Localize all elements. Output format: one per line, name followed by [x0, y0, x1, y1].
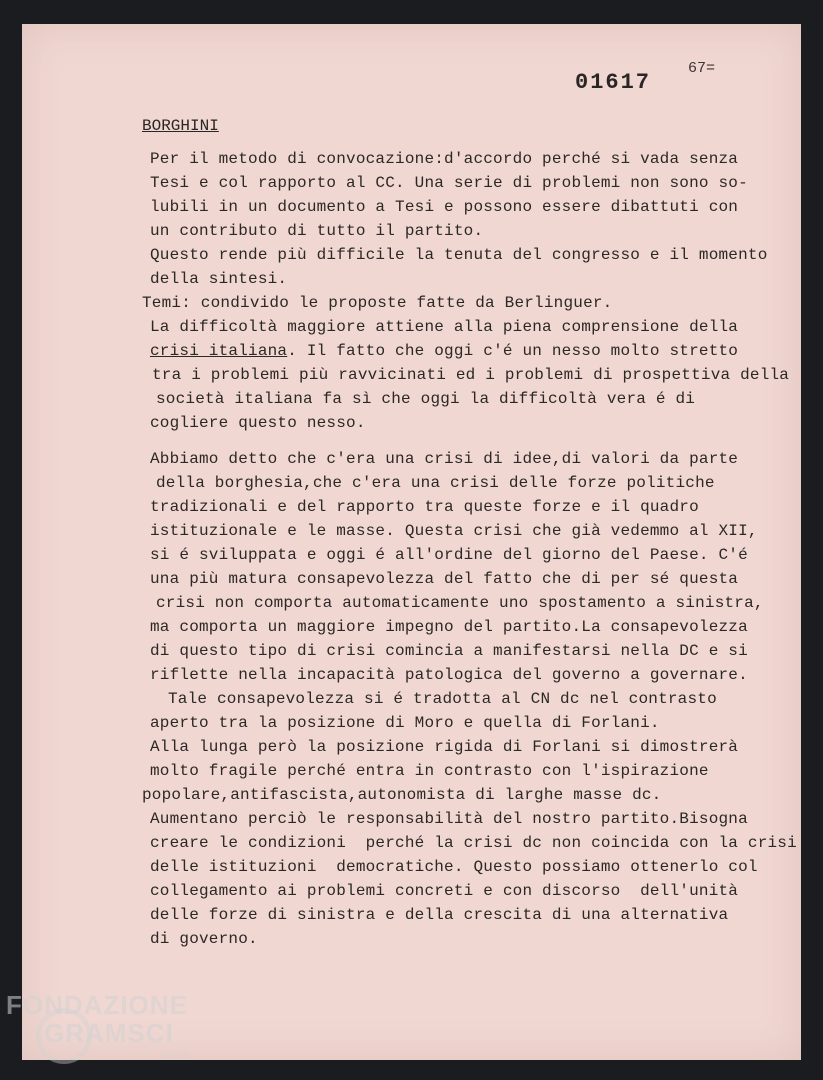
- document-number: 01617: [575, 70, 652, 95]
- text-line: delle forze di sinistra e della crescita di una alternativa: [150, 906, 729, 924]
- page-number: 67=: [688, 60, 716, 77]
- text-line: lubili in un documento a Tesi e possono essere dibattuti con: [150, 198, 739, 216]
- text-line: Abbiamo detto che c'era una crisi di idee,di valori da parte: [150, 450, 739, 468]
- text-line: riflette nella incapacità patologica del governo a governare.: [150, 666, 748, 684]
- text-line: popolare,antifascista,autonomista di larghe masse dc.: [142, 786, 662, 804]
- text-line: di questo tipo di crisi comincia a manifestarsi nella DC e si: [150, 642, 748, 660]
- speaker-title: BORGHINI: [142, 117, 219, 135]
- text-line: Questo rende più difficile la tenuta del congresso e il momento: [150, 246, 768, 264]
- text-line: società italiana fa sì che oggi la difficoltà vera é di: [156, 390, 696, 408]
- text-line: Alla lunga però la posizione rigida di Forlani si dimostrerà: [150, 738, 739, 756]
- text-line: aperto tra la posizione di Moro e quella di Forlani.: [150, 714, 660, 732]
- text-line: Aumentano perciò le responsabilità del nostro partito.Bisogna: [150, 810, 748, 828]
- watermark-suffix: onlus: [164, 1050, 188, 1061]
- text-line: La difficoltà maggiore attiene alla piena comprensione della: [150, 318, 739, 336]
- text-line: Tale consapevolezza si é tradotta al CN dc nel contrasto: [168, 690, 717, 708]
- text-line: collegamento ai problemi concreti e con discorso dell'unità: [150, 882, 739, 900]
- text-line: una più matura consapevolezza del fatto che di per sé questa: [150, 570, 739, 588]
- text-line: delle istituzioni democratiche. Questo possiamo ottenerlo col: [150, 858, 758, 876]
- text-line: Per il metodo di convocazione:d'accordo perché si vada senza: [150, 150, 739, 168]
- text-line: tra i problemi più ravvicinati ed i problemi di prospettiva della: [152, 366, 790, 384]
- text-line: tradizionali e del rapporto tra queste forze e il quadro: [150, 498, 699, 516]
- watermark-line1: FONDAZIONE: [6, 990, 188, 1020]
- watermark-line2: GRAMSCI: [44, 1018, 174, 1048]
- text-line: Temi: condivido le proposte fatte da Berlinguer.: [142, 294, 613, 312]
- text-line: della borghesia,che c'era una crisi delle forze politiche: [156, 474, 715, 492]
- text-line: Tesi e col rapporto al CC. Una serie di problemi non sono so-: [150, 174, 748, 192]
- text-line: ma comporta un maggiore impegno del partito.La consapevolezza: [150, 618, 748, 636]
- text-line: cogliere questo nesso.: [150, 414, 366, 432]
- text-line: istituzionale e le masse. Questa crisi che già vedemmo al XII,: [150, 522, 758, 540]
- watermark-logo: [6, 990, 188, 1061]
- text-line: della sintesi.: [150, 270, 288, 288]
- text-line: si é sviluppata e oggi é all'ordine del giorno del Paese. C'é: [150, 546, 748, 564]
- text-line: un contributo di tutto il partito.: [150, 222, 484, 240]
- underlined-phrase: crisi italiana: [150, 342, 288, 360]
- text-line: crisi non comporta automaticamente uno spostamento a sinistra,: [156, 594, 764, 612]
- text-line: creare le condizioni perché la crisi dc non coincida con la crisi: [150, 834, 797, 852]
- text-line: crisi italiana. Il fatto che oggi c'é un nesso molto stretto: [150, 342, 739, 360]
- text-line: di governo.: [150, 930, 258, 948]
- text-line: molto fragile perché entra in contrasto con l'ispirazione: [150, 762, 709, 780]
